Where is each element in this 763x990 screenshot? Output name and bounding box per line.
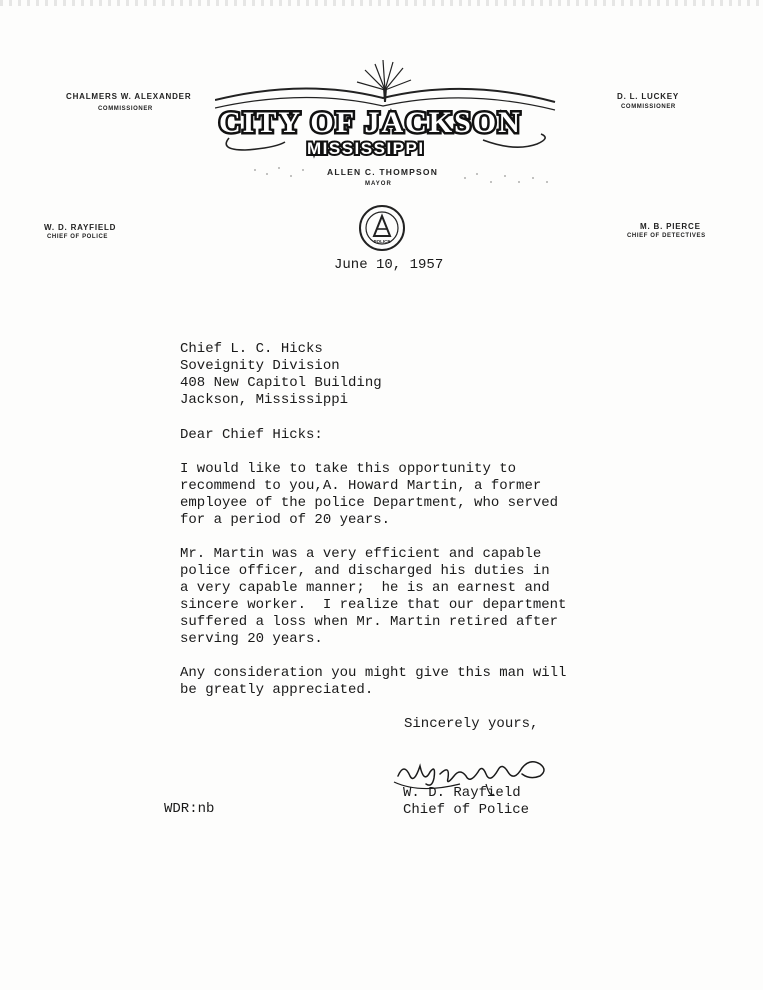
paragraph-line: recommend to you,A. Howard Martin, a former bbox=[180, 478, 542, 494]
seal-text: POLICE bbox=[373, 239, 391, 244]
city-title: CITY OF JACKSON bbox=[219, 106, 522, 139]
closing: Sincerely yours, bbox=[404, 716, 539, 732]
recipient-line: Jackson, Mississippi bbox=[180, 392, 349, 408]
paragraph-line: be greatly appreciated. bbox=[180, 682, 374, 698]
paragraph-line: for a period of 20 years. bbox=[180, 512, 391, 528]
commissioner-right-title: COMMISSIONER bbox=[621, 104, 676, 110]
recipient-line: Chief L. C. Hicks bbox=[180, 341, 323, 357]
commissioner-left-name: CHALMERS W. ALEXANDER bbox=[66, 92, 192, 101]
paragraph-line: Any consideration you might give this man will bbox=[180, 665, 567, 681]
torch-rays-icon bbox=[357, 60, 411, 90]
recipient-line: Soveignity Division bbox=[180, 358, 340, 374]
salutation: Dear Chief Hicks: bbox=[180, 427, 323, 443]
paragraph-line: I would like to take this opportunity to bbox=[180, 461, 517, 477]
scan-edge-noise bbox=[0, 0, 763, 6]
commissioner-right-name: D. L. LUCKEY bbox=[617, 92, 680, 101]
letter-date: June 10, 1957 bbox=[334, 257, 444, 273]
police-seal-icon bbox=[357, 202, 407, 254]
paragraph-line: sincere worker. I realize that our department bbox=[180, 597, 567, 613]
paragraph-line: employee of the police Department, who served bbox=[180, 495, 559, 511]
police-chief-title: CHIEF OF POLICE bbox=[47, 234, 109, 240]
paragraph-line: Mr. Martin was a very efficient and capable bbox=[180, 546, 542, 562]
recipient-line: 408 New Capitol Building bbox=[180, 375, 382, 391]
commissioner-left-title: COMMISSIONER bbox=[98, 106, 153, 112]
detective-chief-title: CHIEF OF DETECTIVES bbox=[627, 233, 706, 239]
signer-name: W. D. Rayfield bbox=[403, 785, 521, 801]
paragraph-line: suffered a loss when Mr. Martin retired after bbox=[180, 614, 559, 630]
paragraph-line: a very capable manner; he is an earnest and bbox=[180, 580, 550, 596]
police-chief-name: W. D. RAYFIELD bbox=[44, 223, 117, 232]
paragraph-line: police officer, and discharged his duties in bbox=[180, 563, 550, 579]
typist-initials: WDR:nb bbox=[164, 801, 215, 817]
mayor-title: MAYOR bbox=[365, 181, 392, 187]
mayor-name: ALLEN C. THOMPSON bbox=[327, 167, 439, 177]
letterhead-banner bbox=[215, 58, 585, 198]
paragraph-line: serving 20 years. bbox=[180, 631, 323, 647]
state-title: MISSISSIPPI bbox=[307, 139, 425, 158]
signer-title: Chief of Police bbox=[403, 802, 530, 818]
detective-chief-name: M. B. PIERCE bbox=[640, 222, 701, 231]
